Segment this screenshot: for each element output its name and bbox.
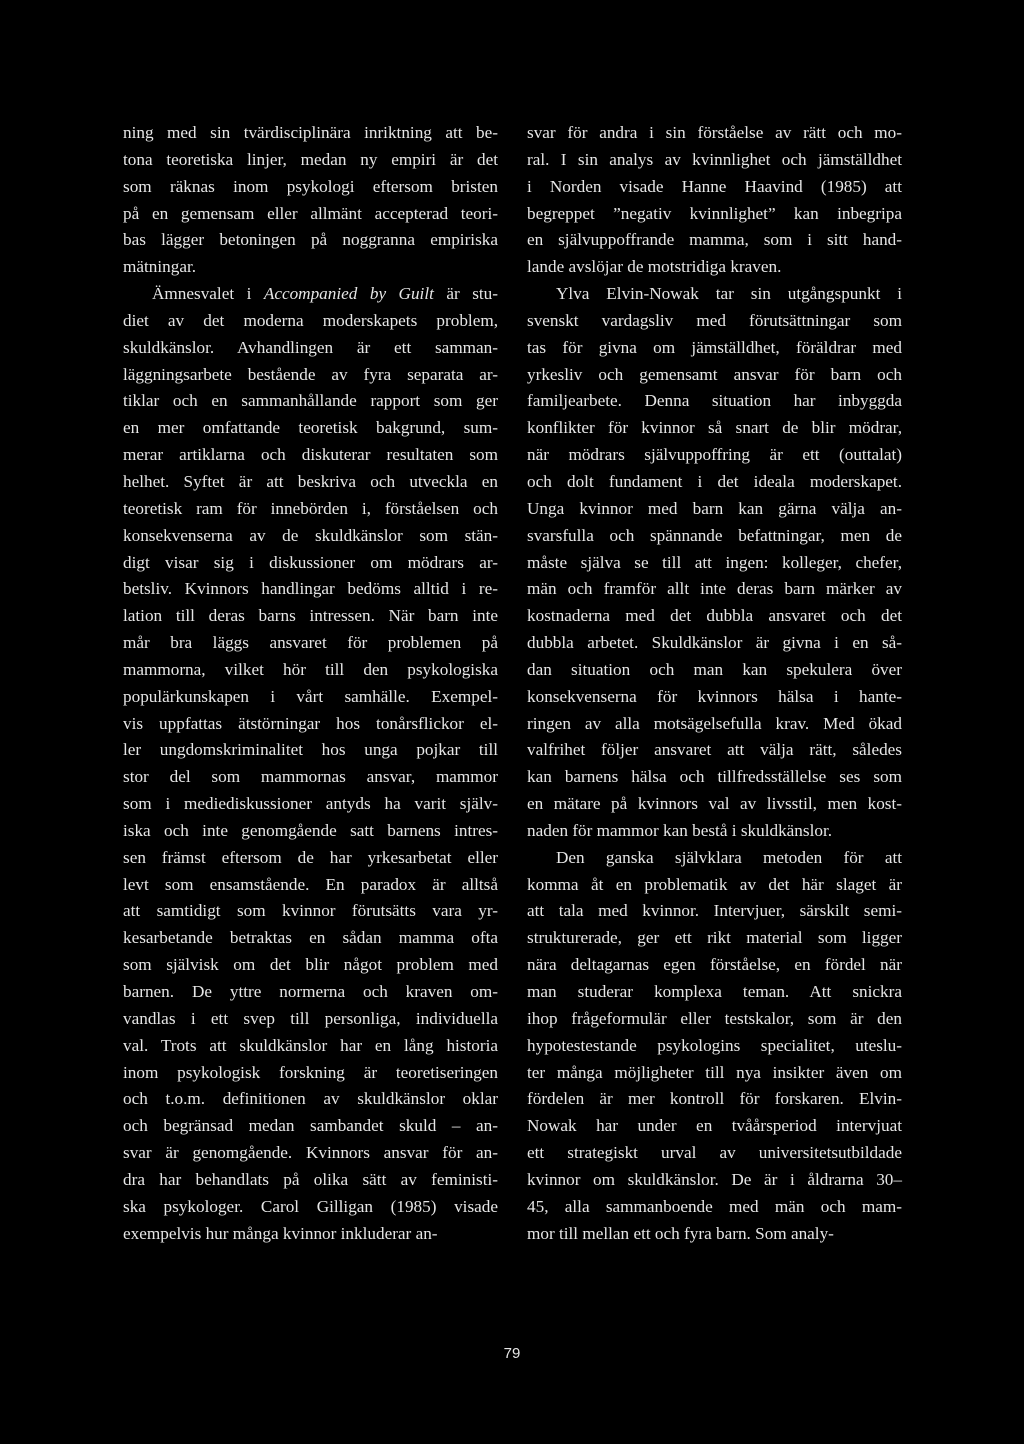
text-line: Nowak har under en tvåårsperiod intervjuat <box>527 1116 902 1136</box>
text-line: tona teoretiska linjer, medan ny empiri är det <box>123 149 498 169</box>
text-line: lation till deras barns intressen. När barn inte <box>123 606 498 626</box>
text-line: Unga kvinnor med barn kan gärna välja an- <box>527 498 902 518</box>
text-line: svarsfulla och spännande befattningar, men de <box>527 525 902 545</box>
text-line: konsekvenserna av de skuldkänslor som stän- <box>123 525 498 545</box>
text-line: man studerar komplexa teman. Att snickra <box>527 982 902 1001</box>
text-line: iska och inte genomgående satt barnens intres- <box>123 820 498 840</box>
text-line: att tala med kvinnor. Intervjuer, särskilt semi- <box>527 901 902 921</box>
text-line: ett strategiskt urval av universitetsutbildade <box>527 1143 902 1163</box>
text-line: mammorna, vilket hör till den psykologiska <box>123 659 498 679</box>
text-line: fördelen är mer kontroll för forskaren. Elvin- <box>527 1089 902 1109</box>
text-line: diet av det moderna moderskapets problem, <box>123 310 498 330</box>
text-line: en självuppoffrande mamma, som i sitt hand- <box>527 230 902 250</box>
text-line: som räknas inom psykologi eftersom bristen <box>123 176 498 196</box>
text-line: i Norden visade Hanne Haavind (1985) att <box>527 176 902 196</box>
text-line: ral. I sin analys av kvinnlighet och jämställdhet <box>527 149 902 169</box>
text-line: betsliv. Kvinnors handlingar bedöms alltid i re- <box>123 579 498 599</box>
text-line: 45, alla sammanboende med män och mam- <box>527 1196 902 1216</box>
text-line: exempelvis hur många kvinnor inkluderar an- <box>123 1223 438 1243</box>
text-line: som i mediediskussioner antyds ha varit själv- <box>123 794 498 814</box>
text-line: Ämnesvalet i Accompanied by Guilt är stu- <box>152 284 498 304</box>
right-text-column <box>527 120 902 1247</box>
text-line: när mödrars självuppoffring är ett (outtalat) <box>527 445 902 465</box>
text-line: hypotestestande psykologins specialitet, uteslu- <box>527 1035 902 1055</box>
text-line: och t.o.m. definitionen av skuldkänslor oklar <box>123 1089 498 1109</box>
text-line: ler ungdomskriminalitet hos unga pojkar till <box>123 740 498 760</box>
text-line: mår bra läggs ansvaret för problemen på <box>123 633 498 653</box>
text-line: ringen av alla motsägelsefulla krav. Med ökad <box>527 713 902 733</box>
text-line: sen främst eftersom de har yrkesarbetat eller <box>123 847 498 867</box>
text-line: vis uppfattas ätstörningar hos tonårsflickor el- <box>123 713 498 733</box>
text-line: som självisk om det blir något problem med <box>123 955 498 975</box>
text-line: vandlas i ett svep till personliga, individuella <box>123 1008 498 1028</box>
text-line: bas lägger betoningen på noggranna empiriska <box>123 230 498 250</box>
text-line: strukturerade, ger ett rikt material som ligger <box>527 928 902 948</box>
text-line: skuldkänslor. Avhandlingen är ett samman- <box>123 337 498 357</box>
text-line: konsekvenserna för kvinnors hälsa i hante- <box>527 686 902 706</box>
text-line: män och framför allt inte deras barn märker av <box>527 579 902 599</box>
text-line: svar är genomgående. Kvinnors ansvar för an- <box>123 1143 498 1163</box>
text-line: ihop frågeformulär eller testskalor, som är den <box>527 1008 902 1028</box>
text-line: helhet. Syftet är att beskriva och utveckla en <box>123 471 498 491</box>
left-text-column <box>123 120 498 1247</box>
text-line: valfrihet följer ansvaret att välja rätt, således <box>527 740 902 760</box>
book-title: Accompanied by Guilt <box>263 284 434 304</box>
text-line: konflikter för kvinnor så snart de blir mödrar, <box>527 418 902 438</box>
text-line: lande avslöjar de motstridiga kraven. <box>527 257 782 277</box>
text-line: inom psykologisk forskning är teoretiseringen <box>123 1062 498 1082</box>
text-line: och begränsad medan sambandet skuld – an- <box>123 1116 498 1136</box>
text-line: en mer omfattande teoretisk bakgrund, sum- <box>123 418 498 438</box>
text-line: kostnaderna med det dubbla ansvaret och det <box>527 606 902 626</box>
text-line: svenskt vardagsliv med förutsättningar som <box>527 310 902 330</box>
text-line: familjearbete. Denna situation har inbyggda <box>527 391 902 411</box>
text-line: nära deltagarnas egen förståelse, en fördel när <box>527 955 902 975</box>
text-line: måste själva se till att ingen: kolleger, chefer, <box>527 552 902 572</box>
text-line: svar för andra i sin förståelse av rätt och mo- <box>527 123 902 142</box>
text-line: stor del som mammornas ansvar, mammor <box>123 767 498 787</box>
text-line: mor till mellan ett och fyra barn. Som analy- <box>527 1223 834 1243</box>
page-number: 79 <box>503 1345 521 1362</box>
text-line: begreppet ”negativ kvinnlighet” kan inbegripa <box>527 203 902 223</box>
text-line: läggningsarbete bestående av fyra separata ar- <box>123 364 498 384</box>
text-line: naden för mammor kan bestå i skuldkänslor. <box>527 820 833 840</box>
text-line: populärkunskapen i vårt samhälle. Exempel- <box>123 686 498 706</box>
text-line: kan barnens hälsa och tillfredsställelse ses som <box>527 767 902 787</box>
text-line: kesarbetande betraktas en sådan mamma ofta <box>123 928 498 948</box>
text-line: att samtidigt som kvinnor förutsätts vara yr- <box>123 901 498 921</box>
text-line: yrkesliv och gemensamt ansvar för barn och <box>527 364 902 384</box>
text-line: Ylva Elvin-Nowak tar sin utgångspunkt i <box>556 284 902 304</box>
text-line: en mätare på kvinnors val av livsstil, men kost- <box>527 794 902 814</box>
text-line: merar artiklarna och diskuterar resultaten som <box>123 445 498 465</box>
text-line: och dolt fundament i det ideala moderskapet. <box>527 471 902 491</box>
text-line: teoretisk ram för innebörden i, förståelsen och <box>123 498 498 518</box>
text-line: barnen. De yttre normerna och kraven om- <box>123 982 498 1001</box>
text-line: ter många möjligheter till nya insikter även om <box>527 1062 902 1082</box>
text-line: ning med sin tvärdisciplinära inriktning att be- <box>123 123 498 142</box>
text-line: tiklar och en sammanhållande rapport som ger <box>123 391 498 411</box>
text-line: på en gemensam eller allmänt accepterad teori- <box>123 203 498 223</box>
text-line: dubbla arbetet. Skuldkänslor är givna i en så- <box>527 633 902 653</box>
text-line: ska psykologer. Carol Gilligan (1985) visade <box>123 1196 498 1216</box>
text-line: dan situation och man kan spekulera över <box>527 659 902 679</box>
text-line: levt som ensamstående. En paradox är alltså <box>123 874 498 894</box>
text-line: komma åt en problematik av det här slaget är <box>527 874 902 894</box>
text-line: digt visar sig i diskussioner om mödrars ar- <box>123 552 498 572</box>
text-line: mätningar. <box>123 257 197 277</box>
text-line: tas för givna om jämställdhet, föräldrar med <box>527 337 902 357</box>
text-line: val. Trots att skuldkänslor har en lång historia <box>123 1035 498 1055</box>
text-line: kvinnor om skuldkänslor. De är i åldrarna 30– <box>527 1169 902 1189</box>
text-line: Den ganska självklara metoden för att <box>556 847 902 867</box>
text-line: dra har behandlats på olika sätt av feministi- <box>123 1169 498 1189</box>
